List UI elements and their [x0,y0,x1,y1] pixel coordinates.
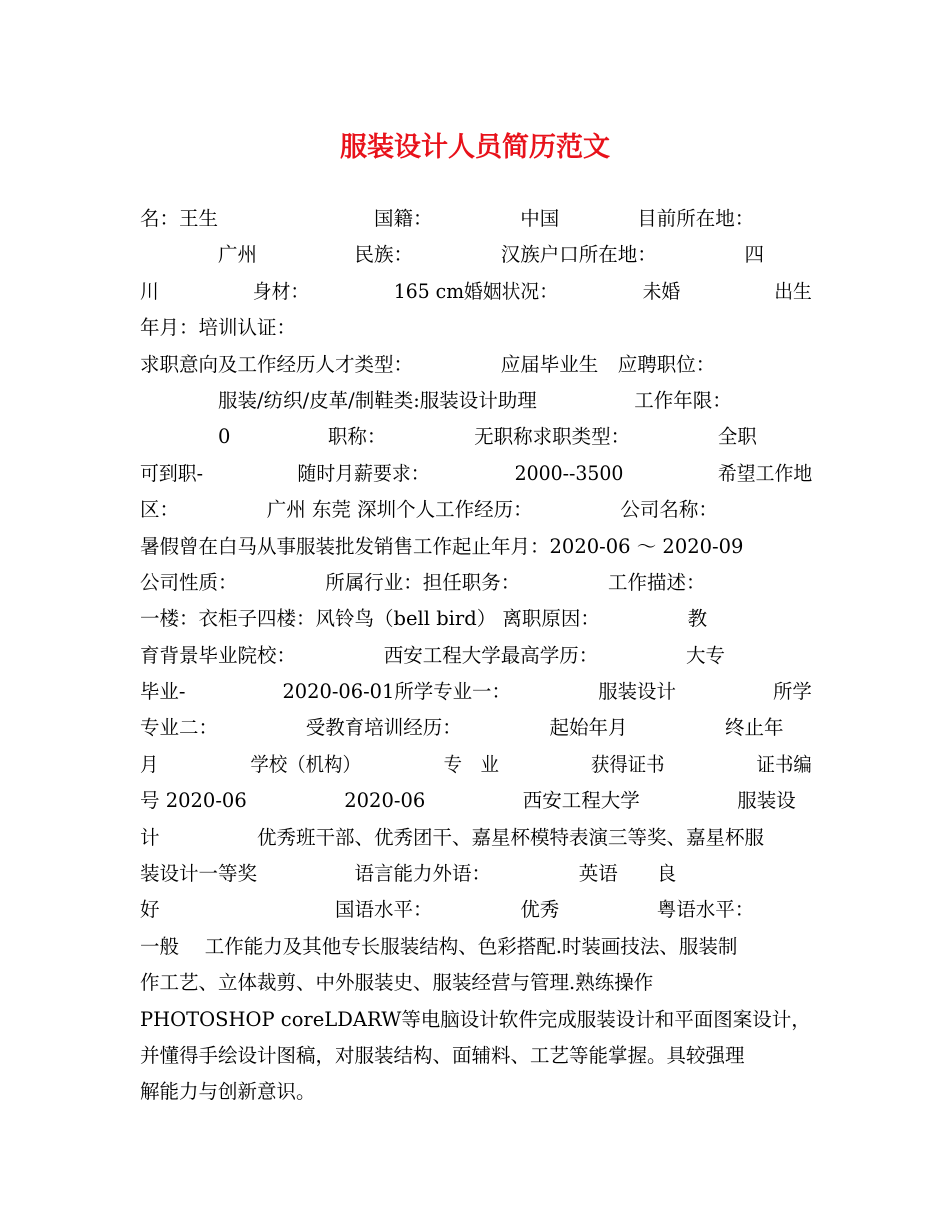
body-line-text: 装设计一等奖 语言能力外语： 英语 良 [140,862,677,886]
body-line [140,347,812,383]
body-line-text: 年月：培训认证： [140,316,297,340]
body-line [140,747,812,783]
body-line-text: 一般 工作能力及其他专长服装结构、色彩搭配.时装画技法、服装制 [140,934,738,958]
body-line [140,529,812,565]
body-line-text: 毕业- 2020-06-01所学专业一： 服装设计 所学 [140,680,812,704]
body-line [140,237,812,273]
body-line-text: 一楼：衣柜子四楼：风铃鸟（bell bird） 离职原因： 教 [140,607,708,631]
body-line-text: 好 国语水平： 优秀 粤语水平： [140,898,755,922]
body-line [140,674,812,710]
body-line [140,929,812,965]
body-line-text: 专业二： 受教育培训经历： 起始年月 终止年 [140,716,784,740]
page-title: 服装设计人员简历范文 [340,132,610,163]
body-line [140,201,812,237]
body-line [140,274,812,310]
body-line-text: 区： 广州 东莞 深圳个人工作经历： 公司名称： [140,498,718,522]
body-line [140,310,812,346]
body-line-text: 川 身材： 165 cm婚姻状况： 未婚 出生 [140,279,812,303]
body-line [140,638,812,674]
body-line [140,565,812,601]
body-line-text: 育背景毕业院校： 西安工程大学最高学历： 大专 [140,643,726,667]
body-line-text: 服装/纺织/皮革/制鞋类:服装设计助理 工作年限： [140,388,732,412]
body-line-text: 作工艺、立体裁剪、中外服装史、服装经营与管理.熟练操作 [140,971,654,995]
body-line-text: 号 2020-06 2020-06 西安工程大学 服装设 [140,789,796,813]
body-line-text: 月 学校（机构） 专 业 获得证书 证书编 [140,752,812,776]
body-line [140,1038,812,1074]
body-line [140,1074,812,1110]
body-line [140,856,812,892]
body-line [140,383,812,419]
body-line [140,419,812,455]
resume-body [140,201,812,1111]
body-line [140,783,812,819]
body-line-text: 求职意向及工作经历人才类型： 应届毕业生 应聘职位： [140,352,716,376]
body-line [140,820,812,856]
body-line-text: 0 职称： 无职称求职类型： 全职 [140,425,757,449]
body-line-text: 名：王生 国籍： 中国 目前所在地： [140,207,755,230]
body-line-text: 解能力与创新意识。 [140,1080,316,1104]
body-line-text: 暑假曾在白马从事服装批发销售工作起止年月：2020-06 ～ 2020-09 [140,534,744,558]
body-line [140,492,812,528]
body-line-text: PHOTOSHOP coreLDARW等电脑设计软件完成服装设计和平面图案设计， [140,1007,811,1031]
body-line-text: 可到职- 随时月薪要求： 2000--3500 希望工作地 [140,461,813,485]
body-line-text: 计 优秀班干部、优秀团干、嘉星杯模特表演三等奖、嘉星杯服 [140,825,765,849]
body-line-text: 公司性质： 所属行业：担任职务： 工作描述： [140,570,706,594]
body-line [140,965,812,1001]
body-line [140,892,812,928]
body-line-text: 广州 民族： 汉族户口所在地： 四 [140,243,765,267]
body-line-text: 并懂得手绘设计图稿，对服装结构、面辅料、工艺等能掌握。具较强理 [140,1043,745,1067]
body-line [140,601,812,637]
body-line [140,1002,812,1038]
body-line [140,456,812,492]
body-line [140,710,812,746]
